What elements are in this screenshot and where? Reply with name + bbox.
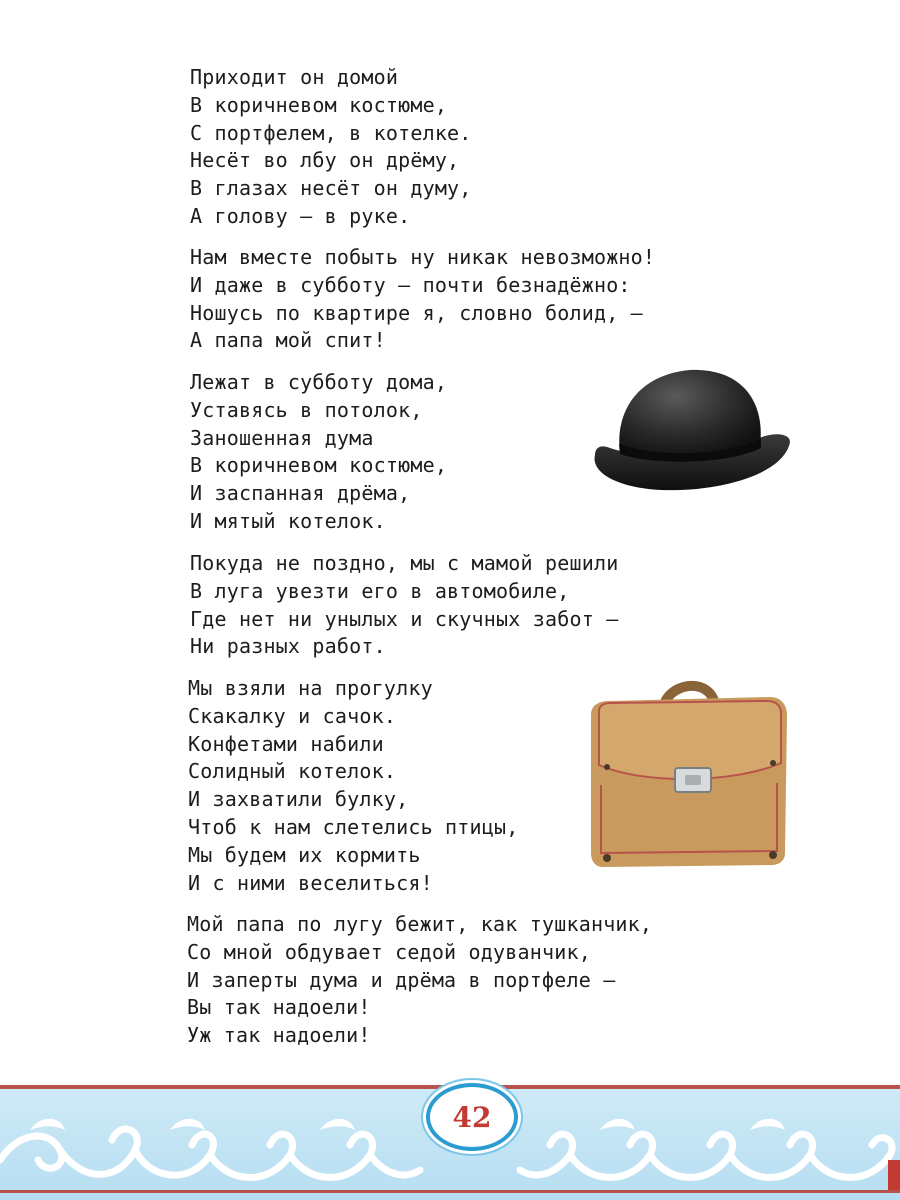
poem-line: И заспанная дрёма, [190,481,411,506]
poem-line: В глазах несёт он думу, [190,176,472,201]
poem-line: Мы взяли на прогулку [188,676,433,700]
briefcase-icon [585,675,790,870]
poem-line: Лежат в субботу дома, [190,370,448,394]
stanza-6 [187,911,652,1050]
poem-line: Приходит он домой [190,65,399,89]
poem-line: А голову — в руке. [190,203,411,228]
poem-line: Уставясь в потолок, [190,397,423,422]
stanza-3 [190,369,447,536]
poem-line: Покуда не поздно, мы с мамой решили [190,551,619,575]
poem-line: Со мной обдувает седой одуванчик, [187,939,591,964]
page-number: 42 [452,1100,492,1134]
poem-line: Мой папа по лугу бежит, как тушканчик, [187,912,653,936]
poem-line: Ношусь по квартире я, словно болид, — [190,300,643,325]
page-number-badge [426,1083,518,1151]
poem-line: И с ними веселиться! [188,870,433,895]
poem-line: Чтоб к нам слетелись птицы, [188,814,519,839]
stanza-5 [188,675,519,897]
poem-line: Нам вместе побыть ну никак невозможно! [190,245,656,269]
poem-line: И мятый котелок. [190,508,386,533]
bowler-hat-icon [585,360,795,500]
poem-line: С портфелем, в котелке. [190,120,472,145]
stanza-2 [190,244,655,355]
poem-line: Скакалку и сачок. [188,703,397,728]
footer-border-bottom [0,1190,900,1193]
poem-line: А папа мой спит! [190,328,386,353]
stanza-4 [190,550,618,661]
poem-line: В коричневом костюме, [190,453,448,478]
poem-line: И даже в субботу — почти безнадёжно: [190,272,631,297]
poem-line: Заношенная дума [190,425,374,450]
poem-line: Конфетами набили [188,731,384,756]
corner-tab [888,1160,900,1190]
poem-line: Где нет ни унылых и скучных забот — [190,606,619,631]
poem-line: Уж так надоели! [187,1023,371,1048]
poem-line: В коричневом костюме, [190,92,448,117]
poem-line: Вы так надоели! [187,995,371,1020]
stanza-1 [190,64,472,231]
poem-line: Ни разных работ. [190,634,386,659]
poem-line: В луга увезти его в автомобиле, [190,578,570,603]
poem-line: Солидный котелок. [188,759,397,784]
poem-line: И захватили булку, [188,787,409,812]
poem-line: Мы будем их кормить [188,842,421,867]
poem-line: И заперты дума и дрёма в портфеле — [187,967,616,992]
poem-line: Несёт во лбу он дрёму, [190,148,460,173]
